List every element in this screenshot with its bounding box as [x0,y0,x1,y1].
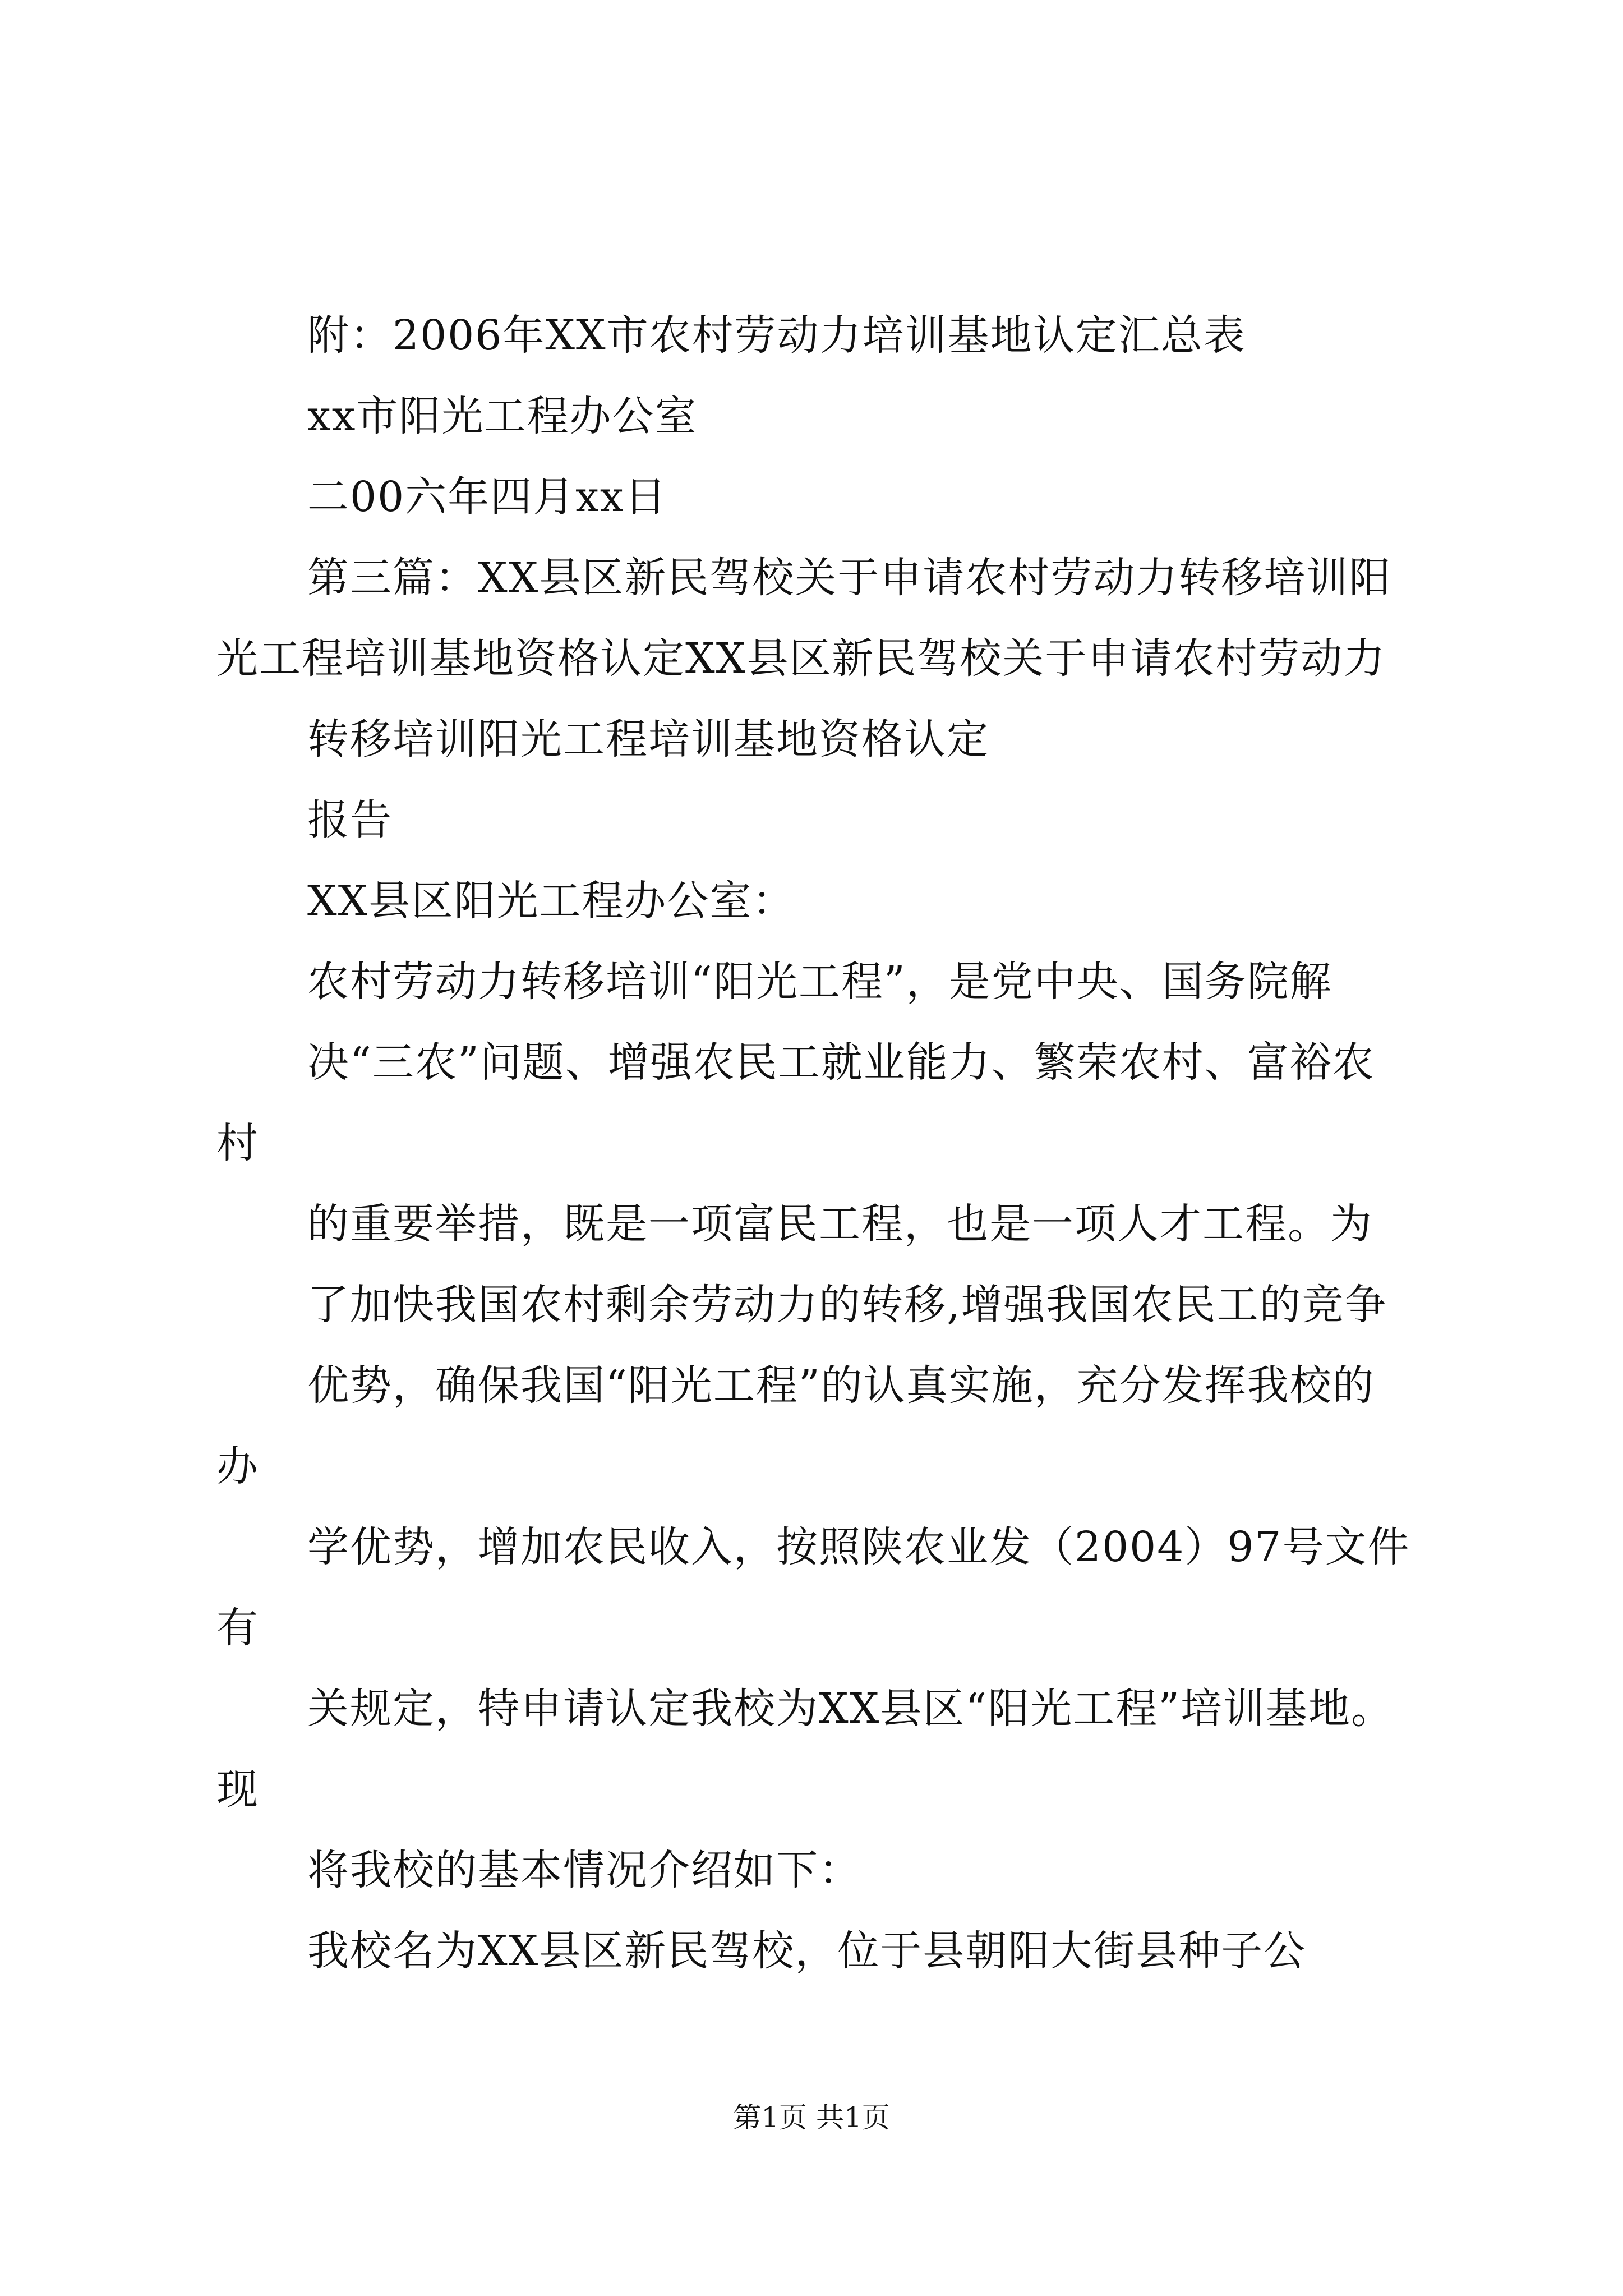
text-line: 光工程培训基地资格认定XX县区新民驾校关于申请农村劳动力 [216,634,1386,683]
text-line: 现 [216,1765,259,1814]
page-footer: 第1页 共1页 [733,2101,890,2134]
text-line: 优势，确保我国“阳光工程”的认真实施，充分发挥我校的 [307,1361,1375,1410]
text-line: 将我校的基本情况介绍如下： [307,1846,861,1894]
text-line: 关规定，特申请认定我校为XX县区“阳光工程”培训基地。 [307,1685,1394,1733]
text-line: 第三篇：XX县区新民驾校关于申请农村劳动力转移培训阳 [307,554,1392,602]
text-line: 附：2006年XX市农村劳动力培训基地认定汇总表 [307,311,1246,360]
text-line: 了加快我国农村剩余劳动力的转移,增强我国农民工的竞争 [307,1281,1387,1329]
text-line: 办 [216,1442,259,1490]
text-line: 学优势，增加农民收入，按照陕农业发（2004）97号文件 [307,1523,1410,1571]
text-line: XX县区阳光工程办公室： [307,877,795,925]
text-line: 转移培训阳光工程培训基地资格认定 [307,715,989,763]
text-line: xx市阳光工程办公室 [307,392,698,440]
text-line: 有 [216,1604,259,1652]
text-line: 决“三农”问题、增强农民工就业能力、繁荣农村、富裕农 [307,1038,1375,1087]
text-line: 我校名为XX县区新民驾校，位于县朝阳大街县种子公 [307,1927,1307,1975]
text-line: 报告 [307,796,393,844]
text-line: 二00六年四月xx日 [307,473,667,521]
text-line: 村 [216,1119,259,1167]
text-line: 的重要举措，既是一项富民工程，也是一项人才工程。为 [307,1200,1373,1248]
text-line: 农村劳动力转移培训“阳光工程”，是党中央、国务院解 [307,958,1332,1006]
